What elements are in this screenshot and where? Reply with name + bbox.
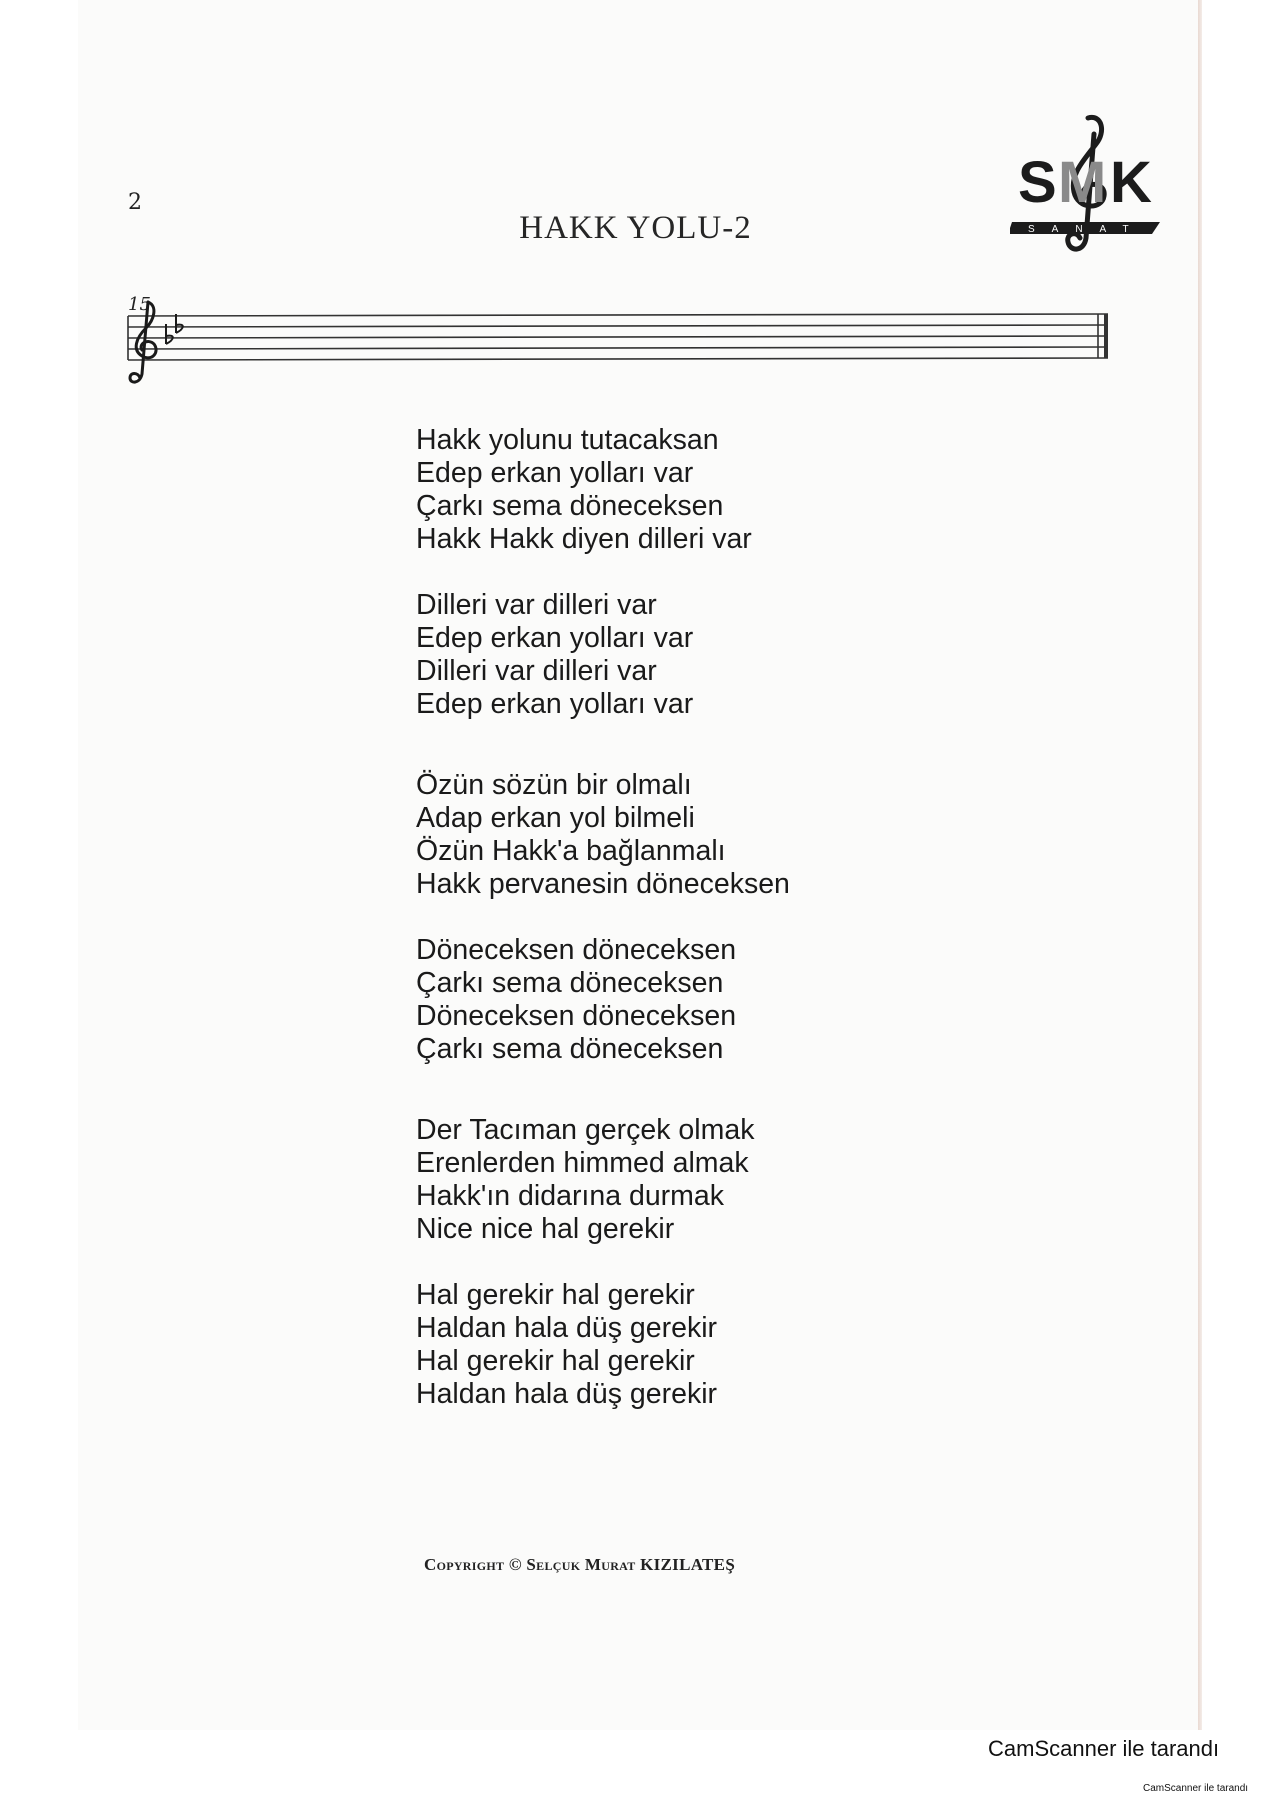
page-title: HAKK YOLU-2 (519, 210, 752, 246)
lyric-line: Edep erkan yolları var (416, 688, 694, 720)
treble-clef (130, 302, 156, 382)
section-gap (416, 1066, 936, 1114)
stanza-6 (416, 1279, 936, 1411)
lyric-line: Çarkı sema döneceksen (416, 490, 724, 522)
lyric-line: Adap erkan yol bilmeli (416, 802, 695, 834)
smk-sanat-logo (1010, 110, 1170, 260)
scanner-watermark: CamScanner ile tarandı (988, 1736, 1220, 1761)
copyright-notice: Copyright © Selçuk Murat KIZILATEŞ (424, 1555, 736, 1574)
stanza-gap (416, 1246, 936, 1279)
music-staff (118, 300, 1118, 400)
page-edge (1198, 0, 1202, 1730)
svg-text:SANAT: SANAT (1028, 224, 1146, 235)
lyrics (416, 424, 936, 1411)
lyric-line: Erenlerden himmed almak (416, 1147, 749, 1179)
lyric-line: Çarkı sema döneceksen (416, 967, 724, 999)
lyric-line: Hakk pervanesin döneceksen (416, 868, 790, 900)
stanza-2 (416, 589, 936, 721)
stanza-gap (416, 901, 936, 934)
lyric-line: Dilleri var dilleri var (416, 589, 657, 621)
lyric-line: Hal gerekir hal gerekir (416, 1279, 695, 1311)
scanner-watermark-small: CamScanner ile tarandı (1143, 1783, 1249, 1794)
stanza-5 (416, 1114, 936, 1246)
stanza-gap (416, 556, 936, 589)
measure-number: 15 (128, 294, 151, 315)
lyric-line: Çarkı sema döneceksen (416, 1033, 724, 1065)
lyric-line: Özün sözün bir olmalı (416, 769, 692, 801)
svg-text:M: M (1058, 150, 1107, 215)
stanza-1 (416, 424, 936, 556)
lyric-line: Der Tacıman gerçek olmak (416, 1114, 755, 1146)
lyric-line: Döneceksen döneceksen (416, 1000, 737, 1032)
svg-text:S: S (1018, 150, 1057, 215)
lyric-line: Dilleri var dilleri var (416, 655, 657, 687)
lyric-line: Haldan hala düş gerekir (416, 1312, 718, 1344)
lyric-line: Döneceksen döneceksen (416, 934, 737, 966)
key-signature-flats (166, 314, 183, 344)
lyric-line: Özün Hakk'a bağlanmalı (416, 835, 726, 867)
lyric-line: Edep erkan yolları var (416, 622, 694, 654)
lyric-line: Hal gerekir hal gerekir (416, 1345, 695, 1377)
stanza-4 (416, 934, 936, 1066)
svg-text:K: K (1110, 150, 1152, 215)
lyric-line: Haldan hala düş gerekir (416, 1378, 718, 1410)
lyric-line: Hakk'ın didarına durmak (416, 1180, 725, 1212)
section-gap (416, 721, 936, 769)
lyric-line: Edep erkan yolları var (416, 457, 694, 489)
lyric-line: Nice nice hal gerekir (416, 1213, 675, 1245)
page-number: 2 (128, 190, 142, 215)
lyric-line: Hakk Hakk diyen dilleri var (416, 523, 752, 555)
stanza-3 (416, 769, 936, 901)
lyric-line: Hakk yolunu tutacaksan (416, 424, 719, 456)
staff-lines (128, 314, 1108, 360)
